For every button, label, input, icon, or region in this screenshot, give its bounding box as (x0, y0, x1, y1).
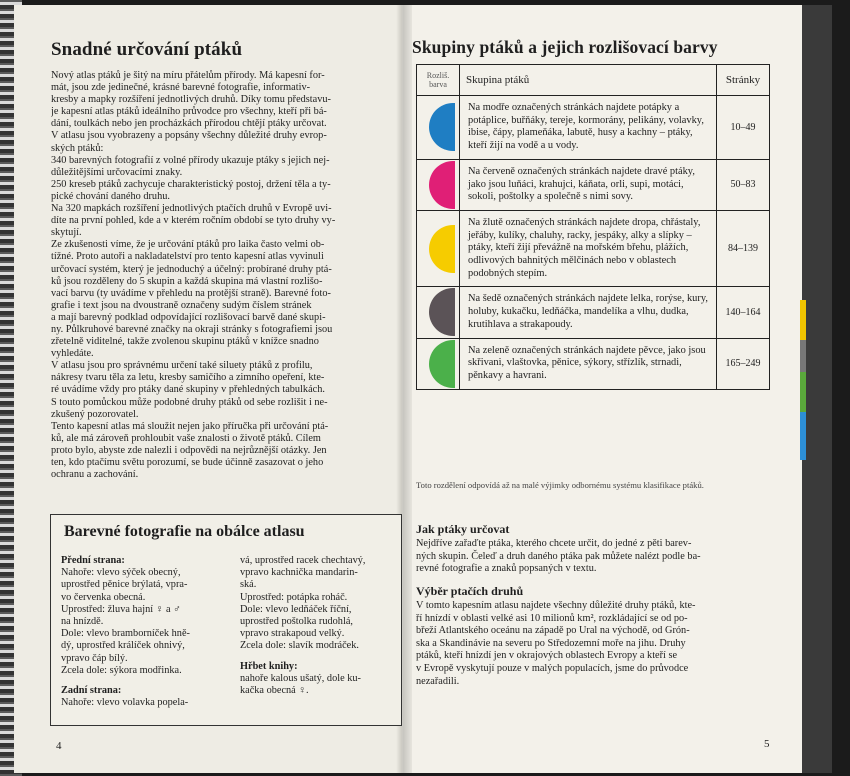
text-line: vyhledáte. (51, 348, 94, 360)
text-line: skytují. (51, 227, 82, 239)
semicircle-marker-icon (429, 103, 455, 151)
text-line: ptáků, kteří hnízdí jen v okrajových oblastech Evropy a kteří se (416, 650, 678, 662)
text-line: proto bylo, abyste zde nalezli i odpovědi na nejrůznější otázky. Jen (51, 444, 327, 456)
text-line: V tomto kapesním atlasu najdete všechny důležité druhy ptáků, kte- (416, 600, 696, 611)
text-line: V atlasu jsou pro správnému určení také siluety ptáků z profilu, (51, 360, 313, 372)
text-line: ré uvádíme vždy pro ptáky dané skupiny v přehledných tabulkách. (51, 384, 325, 396)
text-line: Dole: vlevo ledňáček říční, (240, 603, 352, 615)
text-line: zkušený pozorovatel. (51, 408, 139, 420)
text-line: ten, kdo ptačímu světu porozumí, se bude účinně zasazovat o jeho (51, 457, 324, 468)
text-line: ků jsou rozděleny do 5 skupin a každá skupina má vlastní rozlišo- (51, 275, 323, 287)
color-cell (417, 338, 460, 389)
group-description: Na modře označených stránkách najdete potápky a potáplice, buřňáky, tereje, kormorány, pelikány, volavky, ibise, čápy, plameňáka, labutě, husy a kachny – ptáky, kteří žijí na vodě a u vody. (460, 96, 717, 160)
page-range: 10–49 (717, 96, 770, 160)
text-line: ří hnízdí v oblasti velké asi 10 milionů km², rozkládající se od po- (416, 612, 688, 624)
spine-heading: Hřbet knihy: (240, 660, 298, 672)
back-heading: Zadní strana: (61, 685, 122, 697)
text-line: Nejdříve zařaďte ptáka, kterého chcete určit, do jedné z pěti barev- (416, 538, 692, 549)
text-line: kresby a mapky rozšíření jednotlivých druhů. Díky tomu představu- (51, 94, 331, 106)
text-line: Dole: vlevo bramborníček hně- (61, 628, 190, 640)
text-line: ků, ale má zároveň prohloubit vaše znalosti o životě ptáků. Cílem (51, 432, 321, 444)
text-line: zřetelně viditelné, takže zvolenou skupinu ptáků v knížce snadno (51, 336, 319, 348)
text-line: Uprostřed: žluva hajní ♀ a ♂ (61, 603, 181, 615)
text-line: vá, uprostřed racek chechtavý, (240, 555, 366, 566)
front-lines (61, 567, 190, 677)
text-line: 250 kreseb ptáků zachycuje charakteristický postoj, držení těla a ty- (51, 178, 331, 190)
semicircle-marker-icon (429, 225, 455, 273)
front-heading: Přední strana: (61, 555, 125, 566)
text-line: revné fotografie a znaků popsaných v textu. (416, 563, 597, 575)
color-cell (417, 159, 460, 210)
semicircle-marker-icon (429, 161, 455, 209)
text-line: tížné. Proto autoři a nakladatelství pro tento kapesní atlas vyvinuli (51, 251, 324, 263)
text-line: Ze zkušenosti víme, že je určování ptáků pro laika často velmi ob- (51, 239, 325, 251)
text-line: ny. Půlkruhové barevné značky na okraji stránky s fotografiemi jsou (51, 323, 333, 335)
text-line: vpravo čáp bílý. (61, 652, 128, 664)
section-title-selection: Výběr ptačích druhů (416, 584, 524, 598)
box-title: Barevné fotografie na obálce atlasu (64, 523, 305, 540)
color-cell (417, 210, 460, 287)
table-row (417, 159, 770, 210)
intro-text (51, 70, 400, 481)
page-number: 5 (764, 738, 770, 750)
back-line: Nahoře: vlevo volavka popela- (61, 697, 189, 709)
text-line: ska a Skandinávie na severu po Středozemní moře na jihu. Druhy (416, 637, 686, 649)
text-line: kačka obecná ♀. (240, 685, 309, 697)
text-line: pické chování daného druhu. (51, 190, 170, 202)
group-description: Na šedě označených stránkách najdete lelka, rorýse, kury, holuby, kukačku, ledňáčka, mandelíka a vlhu, dudka, krutihlava a strakapoudy. (460, 287, 717, 338)
header-group: Skupina ptáků (460, 65, 717, 96)
text-line: v Evropě vyskytují pouze v malých populacích, jsme do průvodce (416, 662, 689, 674)
section-text-how (416, 538, 776, 576)
spine-lines (240, 673, 366, 697)
header-pages: Stránky (717, 65, 770, 96)
text-line: S touto pomůckou může podobné druhy ptáků od sebe rozlišit i ne- (51, 396, 328, 408)
text-line: vací barvu (ty uvádíme v přehledu na protější straně). Barevné foto- (51, 287, 331, 299)
text-line: díte na první pohled, kde a v kterém ročním období se tyto druhy vy- (51, 215, 336, 227)
table-row (417, 287, 770, 338)
color-tab-markers (800, 300, 806, 460)
text-line: vpravo kachnička mandarin- (240, 567, 358, 579)
page-range: 84–139 (717, 210, 770, 287)
text-line: V atlasu jsou vyobrazeny a popsány všechny důležité druhy evrop- (51, 130, 327, 142)
back-lines (240, 555, 366, 653)
text-line: Zcela dole: sýkora modřinka. (61, 664, 182, 676)
groups-table (416, 64, 770, 390)
table-note: Toto rozdělení odpovídá až na malé výjimky odbornému systému klasifikace ptáků. (416, 480, 704, 490)
page-number: 4 (56, 740, 62, 752)
cover-photos-box (50, 514, 402, 726)
text-line: ská. (240, 579, 257, 591)
page-edge (802, 5, 832, 773)
group-description: Na červeně označených stránkách najdete dravé ptáky, jako jsou luňáci, krahujci, káňata, orli, supi, motáci, sokoli, poštolky a společně s nimi sovy. (460, 159, 717, 210)
table-header (417, 65, 770, 96)
table-row (417, 96, 770, 160)
table-row (417, 338, 770, 389)
page-range: 50–83 (717, 159, 770, 210)
page-range: 140–164 (717, 287, 770, 338)
group-description: Na žlutě označených stránkách najdete dropa, chřástaly, jeřáby, kulíky, chaluhy, racky, jespáky, alky a slípky – ptáky, kteří žijí převážně na mořském břehu, plážích, odlivových bahnitých mělčinách nebo v oblastech podobných stepím. (460, 210, 717, 287)
page-title: Skupiny ptáků a jejich rozlišovací barvy (412, 37, 718, 57)
text-line: Nový atlas ptáků je šitý na míru přátelům přírody. Má kapesní for- (51, 70, 325, 81)
text-line: vpravo strakapoud velký. (240, 628, 345, 640)
text-line: dání, toulkách nebo jen procházkách přírodou chtějí ptáky určovat. (51, 118, 327, 130)
text-line: 340 barevných fotografií z volné přírody ukazuje ptáky s jejich nej- (51, 154, 330, 166)
text-line: nákresy tvaru těla za letu, kresby samičího a zimního opeření, kte- (51, 372, 325, 384)
color-cell (417, 287, 460, 338)
group-description: Na zeleně označených stránkách najdete pěvce, jako jsou skřivani, vlaštovka, pěnice, sýkory, střízlík, strnadi, pěnkavy a havrani. (460, 338, 717, 389)
text-line: ských ptáků: (51, 142, 104, 154)
text-line: grafie i text jsou na dvoustraně označeny sudým číslem stránek (51, 299, 312, 311)
color-cell (417, 96, 460, 160)
text-line: mát, jsou zde jedinečné, krásné barevné fotografie, informativ- (51, 82, 311, 94)
text-line: nezařadili. (416, 675, 460, 687)
page-range: 165–249 (717, 338, 770, 389)
box-column-right (240, 555, 366, 697)
text-line: dý, uprostřed králíček ohnivý, (61, 640, 185, 652)
text-line: důležitějšími určovacími znaky. (51, 166, 183, 178)
text-line: ných skupin. Čeleď a druh daného ptáka pak můžete nalézt podle ba- (416, 550, 701, 562)
text-line: je kapesní atlas ptáků ideálního průvodce pro všechny, kteří při bá- (51, 106, 327, 118)
box-column-left (61, 555, 190, 709)
text-line: a mají barevný podklad odpovídající rozlišovací barvě dané skupi- (51, 311, 326, 323)
text-line: uprostřed poštolka rudohlá, (240, 616, 353, 628)
text-line: Zcela dole: slavík modráček. (240, 640, 359, 652)
text-line: ochranu a zachování. (51, 469, 139, 481)
text-line: na hnízdě. (61, 616, 104, 628)
table-row (417, 210, 770, 287)
text-line: Uprostřed: potápka roháč. (240, 591, 348, 603)
text-line: vo červenka obecná. (61, 591, 146, 603)
text-line: břeží Atlantského oceánu na západě po Ural na východě, od Grón- (416, 625, 690, 637)
text-line: Nahoře: vlevo sýček obecný, (61, 567, 181, 579)
semicircle-marker-icon (429, 340, 455, 388)
page-title: Snadné určování ptáků (51, 39, 243, 60)
text-line: určovací systém, který je jednoduchý a účelný: probírané druhy ptá- (51, 263, 332, 275)
semicircle-marker-icon (429, 288, 455, 336)
section-text-selection (416, 600, 776, 688)
text-line: Tento kapesní atlas má sloužit nejen jako příručka při určování ptá- (51, 420, 329, 432)
header-color: Rozliš. barva (417, 65, 460, 96)
section-title-how: Jak ptáky určovat (416, 522, 510, 536)
text-line: uprostřed pěnice brýlatá, vpra- (61, 579, 188, 591)
text-line: Na 320 mapkách rozšíření jednotlivých ptačích druhů v Evropě uvi- (51, 203, 332, 215)
text-line: nahoře kalous ušatý, dole ku- (240, 672, 361, 684)
